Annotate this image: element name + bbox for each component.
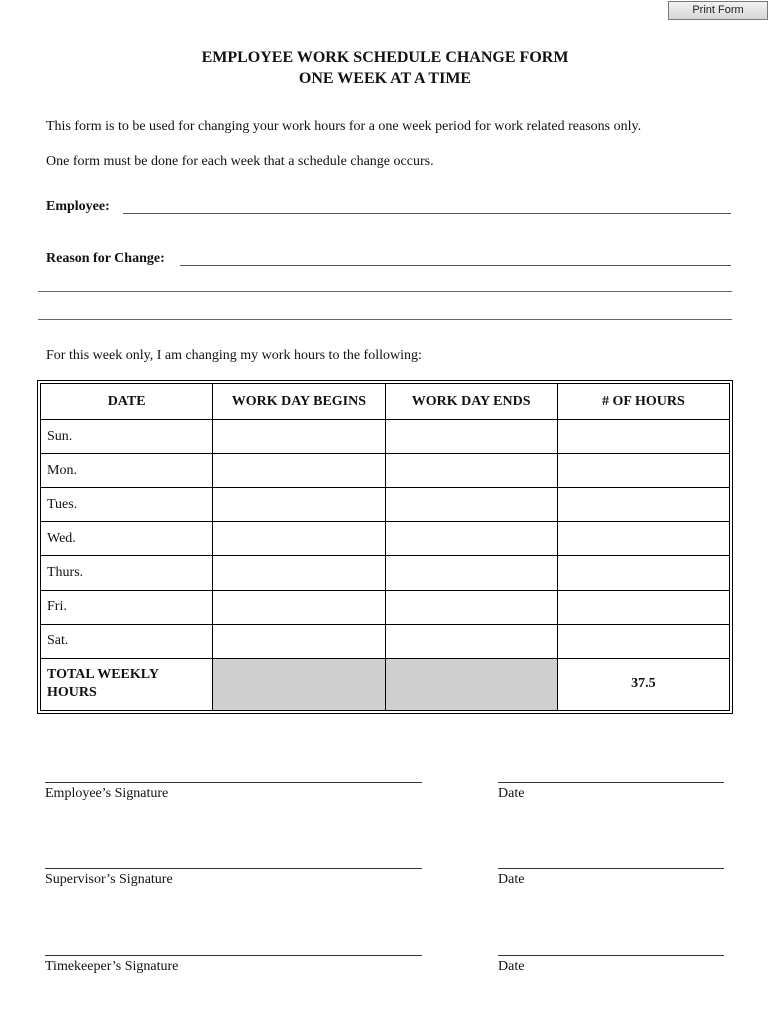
timekeeper-signature-label: Timekeeper’s Signature <box>45 959 179 974</box>
table-row <box>41 454 730 488</box>
ends-mon-input[interactable] <box>385 454 557 488</box>
total-row <box>41 658 730 710</box>
employee-date-label: Date <box>498 786 525 801</box>
form-subtitle: ONE WEEK AT A TIME <box>298 70 472 87</box>
total-label-line-1: TOTAL WEEKLY <box>47 667 159 683</box>
ends-fri-input[interactable] <box>385 590 557 624</box>
timekeeper-date-label: Date <box>498 959 525 974</box>
begins-mon-input[interactable] <box>213 454 385 488</box>
supervisor-date-line[interactable] <box>498 868 724 869</box>
schedule-table <box>37 380 733 714</box>
begins-fri-input[interactable] <box>213 590 385 624</box>
header-hours: # OF HOURS <box>557 384 729 420</box>
begins-wed-input[interactable] <box>213 522 385 556</box>
supervisor-signature-line[interactable] <box>45 868 422 869</box>
day-label-tues: Tues. <box>41 488 213 522</box>
timekeeper-date-line[interactable] <box>498 955 724 956</box>
schedule-intro: For this week only, I am changing my work hours to the following: <box>46 348 422 363</box>
total-ends-shaded-cell <box>385 658 557 710</box>
ends-wed-input[interactable] <box>385 522 557 556</box>
hours-tues-input[interactable] <box>557 488 729 522</box>
employee-date-line[interactable] <box>498 782 724 783</box>
table-header-row <box>41 384 730 420</box>
ends-sun-input[interactable] <box>385 420 557 454</box>
day-label-mon: Mon. <box>41 454 213 488</box>
hours-thurs-input[interactable] <box>557 556 729 590</box>
reason-continuation-line-1[interactable] <box>38 291 732 292</box>
employee-signature-label: Employee’s Signature <box>45 786 169 801</box>
begins-sun-input[interactable] <box>213 420 385 454</box>
ends-tues-input[interactable] <box>385 488 557 522</box>
timekeeper-signature-line[interactable] <box>45 955 422 956</box>
header-work-day-ends: WORK DAY ENDS <box>385 384 557 420</box>
total-hours-field[interactable]: 37.5 <box>557 658 729 710</box>
table-row <box>41 590 730 624</box>
employee-signature-line[interactable] <box>45 782 422 783</box>
supervisor-date-label: Date <box>498 872 525 887</box>
header-work-day-begins: WORK DAY BEGINS <box>213 384 385 420</box>
day-label-fri: Fri. <box>41 590 213 624</box>
hours-sun-input[interactable] <box>557 420 729 454</box>
reason-continuation-line-2[interactable] <box>38 319 732 320</box>
supervisor-signature-label: Supervisor’s Signature <box>45 872 173 887</box>
table-row <box>41 624 730 658</box>
employee-field[interactable] <box>123 196 731 214</box>
day-label-wed: Wed. <box>41 522 213 556</box>
day-label-thurs: Thurs. <box>41 556 213 590</box>
ends-thurs-input[interactable] <box>385 556 557 590</box>
form-title: EMPLOYEE WORK SCHEDULE CHANGE FORM <box>201 49 569 66</box>
total-weekly-hours-label <box>41 658 213 710</box>
table-row <box>41 488 730 522</box>
table-row <box>41 556 730 590</box>
total-begins-shaded-cell <box>213 658 385 710</box>
begins-sat-input[interactable] <box>213 624 385 658</box>
hours-fri-input[interactable] <box>557 590 729 624</box>
reason-field[interactable] <box>180 248 731 266</box>
day-label-sun: Sun. <box>41 420 213 454</box>
hours-wed-input[interactable] <box>557 522 729 556</box>
begins-thurs-input[interactable] <box>213 556 385 590</box>
day-label-sat: Sat. <box>41 624 213 658</box>
begins-tues-input[interactable] <box>213 488 385 522</box>
total-label-line-2: HOURS <box>47 685 97 701</box>
table-row <box>41 522 730 556</box>
reason-label: Reason for Change: <box>46 251 165 266</box>
print-form-button[interactable]: Print Form <box>668 1 768 20</box>
ends-sat-input[interactable] <box>385 624 557 658</box>
hours-sat-input[interactable] <box>557 624 729 658</box>
hours-mon-input[interactable] <box>557 454 729 488</box>
intro-line-2: One form must be done for each week that a schedule change occurs. <box>46 154 434 169</box>
employee-label: Employee: <box>46 199 110 214</box>
intro-line-1: This form is to be used for changing your work hours for a one week period for work related reasons only. <box>46 119 642 134</box>
header-date: DATE <box>41 384 213 420</box>
table-row <box>41 420 730 454</box>
